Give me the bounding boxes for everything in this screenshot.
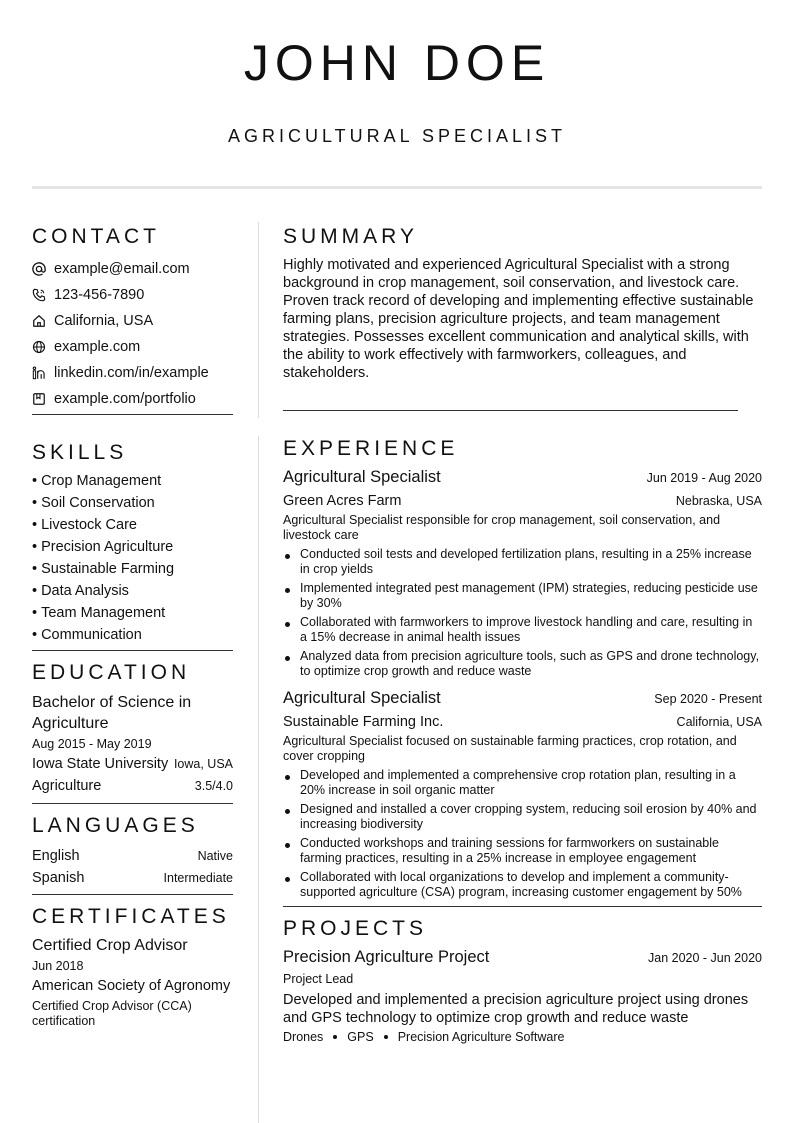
summary-section — [283, 224, 762, 411]
job-bullet: Designed and installed a cover cropping system, reducing soil erosion by 40% and increasing biodiversity — [283, 802, 762, 832]
certificates-section — [32, 904, 233, 1029]
project-tag: Precision Agriculture Software — [397, 1030, 565, 1044]
language-row — [32, 845, 233, 867]
job-dates: Jun 2019 - Aug 2020 — [646, 471, 762, 485]
education-school: Iowa State University — [32, 756, 169, 772]
job-description: Agricultural Specialist responsible for crop management, soil conservation, and livestock care — [283, 513, 721, 542]
language-name: Spanish — [32, 870, 85, 886]
tag-separator — [333, 1035, 337, 1039]
skill-item: • Crop Management — [32, 473, 162, 489]
section-divider — [32, 650, 233, 651]
contact-linkedin[interactable] — [32, 360, 233, 386]
education-location: Iowa, USA — [173, 757, 233, 771]
job-bullet: Collaborated with local organizations to develop and implement a community-supported agriculture (CSA) program, increasing customer engagement by 50% — [283, 870, 762, 900]
education-field: Agriculture — [32, 778, 102, 794]
contact-website[interactable] — [32, 334, 233, 360]
right-column — [283, 224, 762, 1044]
portfolio-icon — [32, 392, 46, 406]
project-title: Precision Agriculture Project — [283, 948, 490, 966]
job-company: Green Acres Farm — [283, 493, 402, 509]
at-icon — [32, 262, 46, 276]
languages-section — [32, 813, 233, 895]
skill-item: • Livestock Care — [32, 517, 137, 533]
contact-phone-text: 123-456-7890 — [54, 287, 145, 303]
experience-heading: EXPERIENCE — [283, 437, 459, 460]
contact-section — [32, 224, 233, 415]
skill-item: • Communication — [32, 627, 142, 643]
column-divider — [258, 222, 259, 418]
experience-section — [283, 436, 762, 907]
projects-section — [283, 916, 762, 1044]
phone-icon — [32, 288, 46, 302]
certificate-name: Certified Crop Advisor — [32, 937, 188, 954]
tag-separator — [384, 1035, 388, 1039]
language-row — [32, 867, 233, 889]
education-degree: Bachelor of Science in Agriculture — [32, 694, 192, 732]
section-divider — [32, 803, 233, 804]
job-bullet: Collaborated with farmworkers to improve livestock handling and care, resulting in a 15% decrease in animal health issues — [283, 615, 762, 645]
section-divider — [32, 894, 233, 895]
job-bullet: Conducted soil tests and developed fertilization plans, resulting in a 25% increase in crop yields — [283, 547, 762, 577]
job-company: Sustainable Farming Inc. — [283, 714, 444, 730]
project-entry — [283, 948, 762, 1044]
contact-linkedin-text: linkedin.com/in/example — [54, 365, 209, 381]
home-icon — [32, 314, 46, 328]
contact-location-text: California, USA — [54, 313, 154, 329]
project-tags — [283, 1030, 762, 1044]
job-title: Agricultural Specialist — [283, 689, 441, 707]
contact-email-text: example@email.com — [54, 261, 190, 277]
job-bullet: Analyzed data from precision agriculture tools, such as GPS and drone technology, to optimize crop growth and reduce waste — [283, 649, 762, 679]
header-divider — [32, 186, 762, 189]
linkedin-icon — [32, 366, 46, 380]
job-bullet: Developed and implemented a comprehensive crop rotation plan, resulting in a 20% increase in soil organic matter — [283, 768, 762, 798]
section-divider — [283, 906, 762, 907]
education-section — [32, 660, 233, 804]
section-divider — [32, 414, 233, 415]
language-level: Intermediate — [163, 871, 233, 885]
job-location: Nebraska, USA — [675, 494, 762, 508]
project-tag: Drones — [283, 1030, 324, 1044]
summary-heading: SUMMARY — [283, 225, 418, 248]
left-column — [32, 224, 233, 1029]
project-role: Project Lead — [283, 972, 354, 986]
job-dates: Sep 2020 - Present — [654, 692, 762, 706]
job-location: California, USA — [676, 715, 762, 729]
certificate-date: Jun 2018 — [32, 959, 84, 973]
education-dates: Aug 2015 - May 2019 — [32, 737, 152, 751]
section-divider — [283, 410, 738, 411]
certificate-issuer: American Society of Agronomy — [32, 978, 231, 994]
job-title: Agricultural Specialist — [283, 468, 441, 486]
experience-entry — [283, 689, 762, 900]
language-name: English — [32, 848, 80, 864]
summary-text: Highly motivated and experienced Agricultural Specialist with a strong background in crop management, soil conservation, and livestock care. Proven track record of developing and implementing effective sustainable farming plans, precision agriculture projects, and team management strategies. Possesses excellent communication and analytical skills, with the ability to work effectively with farmworkers, colleagues, and stakeholders. — [283, 257, 754, 381]
education-gpa: 3.5/4.0 — [194, 779, 233, 793]
language-level: Native — [197, 849, 233, 863]
skill-item: • Precision Agriculture — [32, 539, 174, 555]
job-description: Agricultural Specialist focused on sustainable farming practices, crop rotation, and cover cropping — [283, 734, 737, 763]
skills-heading: SKILLS — [32, 441, 128, 464]
skill-item: • Sustainable Farming — [32, 561, 175, 577]
skill-item: • Team Management — [32, 605, 166, 621]
contact-phone[interactable] — [32, 282, 233, 308]
skill-item: • Soil Conservation — [32, 495, 155, 511]
contact-website-text: example.com — [54, 339, 141, 355]
globe-icon — [32, 340, 46, 354]
candidate-name: JOHN DOE — [243, 35, 551, 91]
contact-portfolio[interactable] — [32, 386, 233, 412]
skill-item: • Data Analysis — [32, 583, 129, 599]
project-dates: Jan 2020 - Jun 2020 — [648, 951, 762, 965]
job-title-heading: AGRICULTURAL SPECIALIST — [227, 126, 567, 146]
project-description: Developed and implemented a precision agriculture project using drones and GPS technology to optimize crop growth and reduce waste — [283, 992, 749, 1026]
contact-heading: CONTACT — [32, 225, 160, 248]
certificate-description: Certified Crop Advisor (CCA) certification — [32, 999, 192, 1028]
job-bullet: Conducted workshops and training sessions for farmworkers on sustainable farming practices, resulting in a 25% increase in employee engagement — [283, 836, 762, 866]
column-divider — [258, 436, 259, 1123]
contact-email[interactable] — [32, 256, 233, 282]
languages-heading: LANGUAGES — [32, 814, 199, 837]
certificates-heading: CERTIFICATES — [32, 905, 230, 928]
experience-entry — [283, 468, 762, 679]
job-bullet: Implemented integrated pest management (IPM) strategies, reducing pesticide use by 30% — [283, 581, 762, 611]
contact-portfolio-text: example.com/portfolio — [54, 391, 196, 407]
contact-location — [32, 308, 233, 334]
skills-section — [32, 440, 233, 651]
project-tag: GPS — [347, 1030, 374, 1044]
education-heading: EDUCATION — [32, 661, 191, 684]
projects-heading: PROJECTS — [283, 917, 428, 940]
